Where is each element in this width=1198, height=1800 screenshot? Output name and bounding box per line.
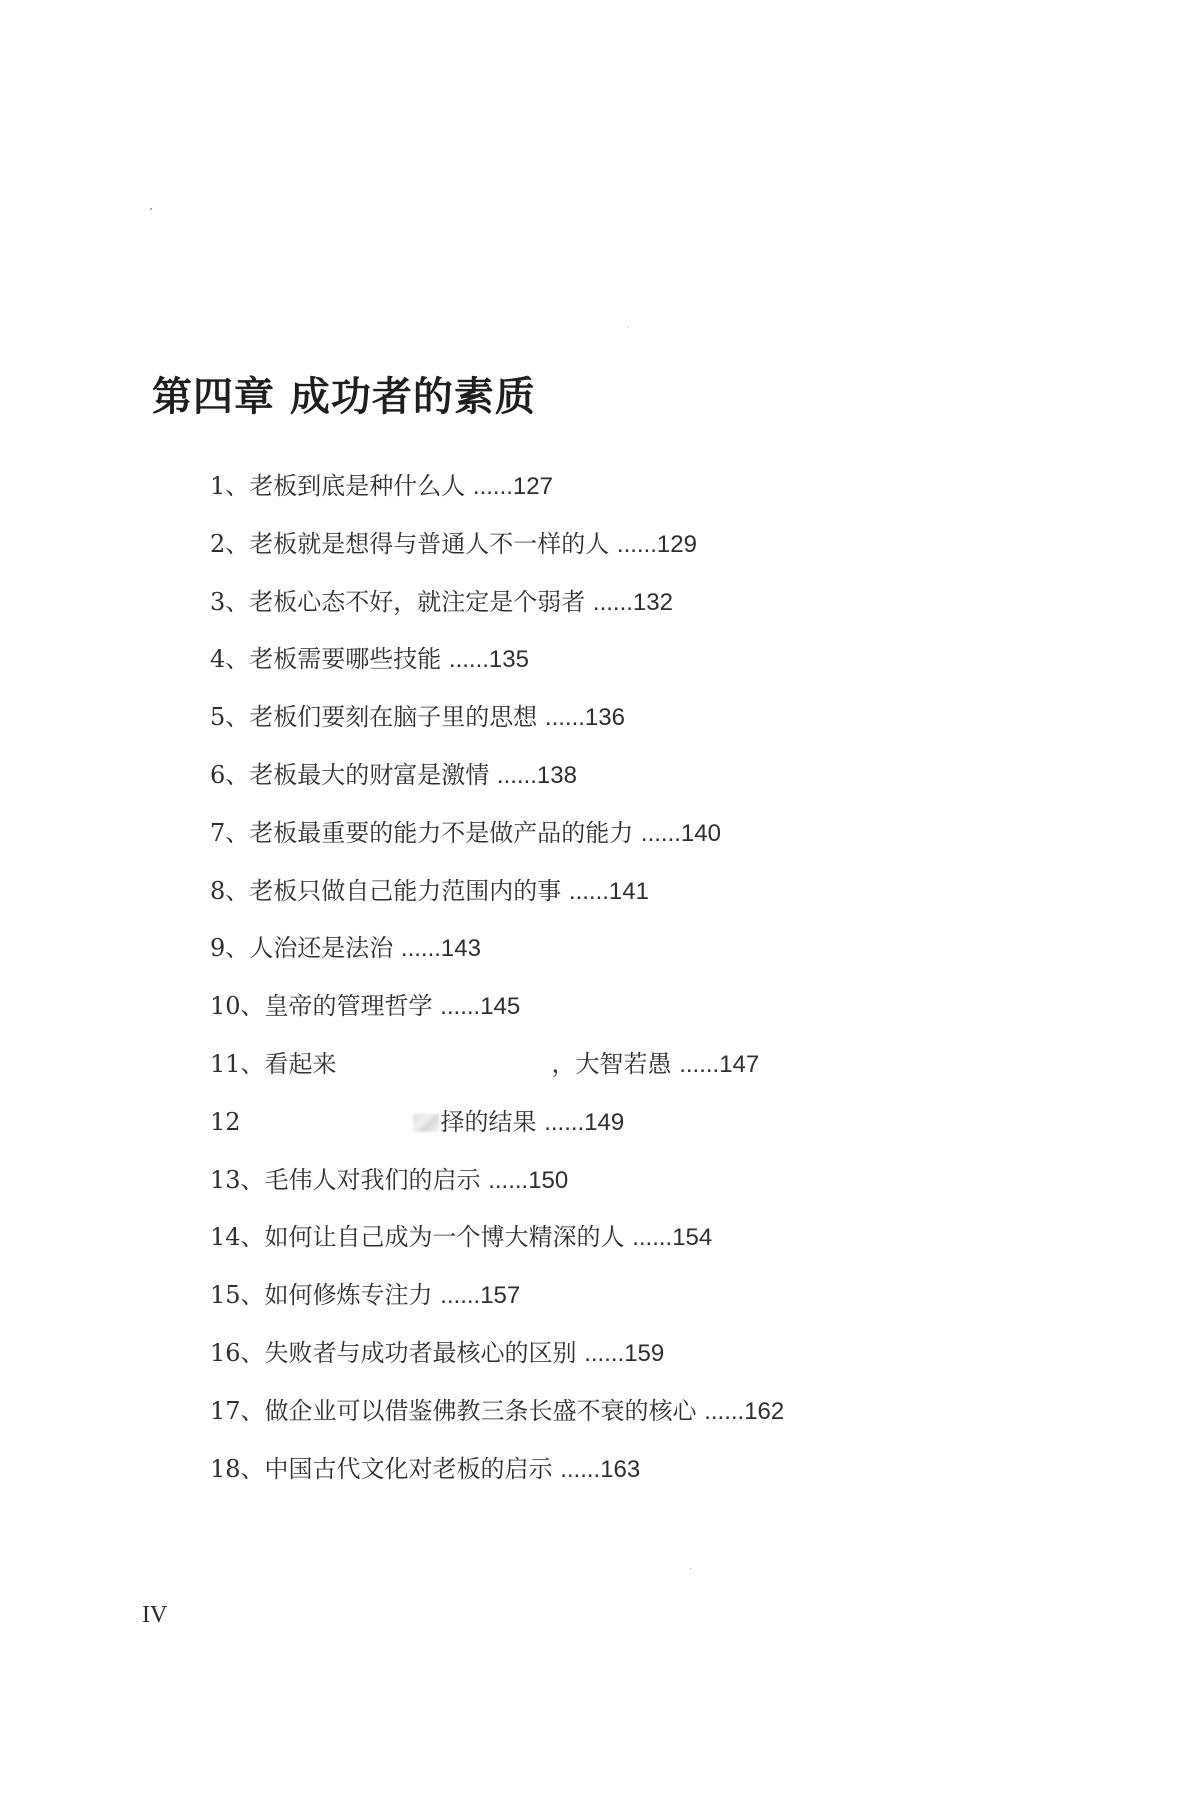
toc-entry-title: 老板到底是种什么人	[249, 472, 473, 500]
toc-entry	[210, 1267, 784, 1325]
toc-entry-number: 5、	[210, 703, 250, 732]
page-number: IV	[142, 1602, 168, 1628]
toc-entry-number: 11、	[210, 1049, 265, 1078]
toc-entry	[210, 1441, 784, 1499]
toc-entry-number: 18、	[210, 1454, 265, 1483]
scan-speck	[690, 1568, 691, 1569]
toc-entry-title: 做企业可以借鉴佛教三条长盛不衰的核心	[264, 1396, 705, 1425]
toc-entry	[210, 631, 784, 689]
toc-entry-number: 8、	[210, 876, 250, 905]
chapter-title: 第四章 成功者的素质	[152, 372, 536, 420]
toc-entry-title-start: 看起来	[264, 1049, 337, 1078]
toc-entry-number: 16、	[210, 1338, 265, 1367]
toc-entry	[210, 805, 784, 863]
toc-entry	[210, 574, 784, 632]
toc-entry-title: 老板需要哪些技能	[249, 645, 449, 674]
toc-entry-number: 9、	[210, 934, 250, 963]
toc-entry-title: 老板最重要的能力不是做产品的能力	[249, 818, 641, 847]
toc-entry-number: 17、	[210, 1396, 265, 1425]
toc-entry	[210, 747, 784, 805]
toc-entry-page: ......157	[440, 1282, 521, 1310]
toc-entry-page: ......138	[496, 761, 577, 789]
toc-entry-title: 老板最大的财富是激情	[249, 760, 497, 789]
toc-entry-number: 14、	[210, 1223, 265, 1252]
scan-speck	[150, 208, 152, 210]
toc-entry-page: ......129	[616, 530, 697, 558]
toc-entry-title: 失败者与成功者最核心的区别	[264, 1338, 585, 1367]
scan-speck	[628, 326, 629, 327]
toc-entry-number: 10、	[210, 992, 265, 1021]
toc-entry-title: 老板们要刻在脑子里的思想	[249, 703, 545, 732]
toc-entry-redacted	[210, 1094, 784, 1152]
toc-entry-title-end: 择的结果	[440, 1107, 545, 1136]
toc-entry-title: 如何修炼专注力	[264, 1281, 441, 1310]
redaction-smudge	[413, 1114, 439, 1132]
toc-entry-number: 13、	[210, 1165, 265, 1194]
toc-entry-title: 毛伟人对我们的启示	[264, 1165, 489, 1194]
toc-entry	[210, 1209, 784, 1267]
toc-entry-number: 15、	[210, 1281, 265, 1310]
table-of-contents	[210, 458, 784, 1498]
toc-entry-page: ......150	[488, 1166, 569, 1194]
toc-entry-number: 3、	[210, 587, 250, 616]
toc-entry-page: ......159	[584, 1339, 665, 1367]
toc-entry	[210, 1325, 784, 1383]
toc-entry-title-end: ，大智若愚	[551, 1049, 680, 1078]
toc-entry-page: ......162	[704, 1397, 785, 1425]
toc-entry-number: 6、	[210, 760, 250, 789]
toc-entry-number: 4、	[210, 645, 250, 674]
toc-entry	[210, 689, 784, 747]
toc-entry	[210, 458, 784, 516]
toc-entry-redacted	[210, 1036, 784, 1094]
toc-entry	[210, 516, 784, 574]
toc-entry-page: ......132	[592, 588, 673, 616]
toc-entry-number: 12	[210, 1107, 241, 1136]
toc-entry-page: ......154	[632, 1224, 713, 1252]
toc-entry-title: 老板就是想得与普通人不一样的人	[249, 529, 617, 558]
toc-entry-page: ......149	[544, 1108, 625, 1136]
toc-entry-page: ......145	[440, 993, 521, 1021]
toc-entry-page: ......135	[448, 646, 529, 674]
toc-entry-title: 老板只做自己能力范围内的事	[249, 876, 569, 905]
toc-entry	[210, 920, 784, 978]
toc-entry-page: ......141	[568, 877, 649, 905]
toc-entry-number: 2、	[210, 529, 250, 558]
toc-entry-page: ......143	[400, 935, 481, 963]
toc-entry-title: 老板心态不好，就注定是个弱者	[249, 587, 593, 616]
toc-entry	[210, 978, 784, 1036]
toc-entry-page: ......147	[679, 1050, 760, 1078]
toc-entry-number: 1、	[210, 472, 250, 500]
toc-entry	[210, 1152, 784, 1210]
toc-entry	[210, 863, 784, 921]
toc-entry-page: ......140	[640, 819, 721, 847]
toc-entry-title: 皇帝的管理哲学	[264, 992, 441, 1021]
toc-entry-title: 如何让自己成为一个博大精深的人	[264, 1223, 633, 1252]
toc-entry-title: 中国古代文化对老板的启示	[264, 1454, 561, 1483]
toc-entry-page: ......127	[472, 473, 553, 500]
toc-entry-title: 人治还是法治	[249, 934, 401, 963]
toc-entry-number: 7、	[210, 818, 250, 847]
toc-entry-page: ......163	[560, 1455, 641, 1483]
toc-entry-page: ......136	[544, 704, 625, 732]
toc-entry	[210, 1383, 784, 1441]
